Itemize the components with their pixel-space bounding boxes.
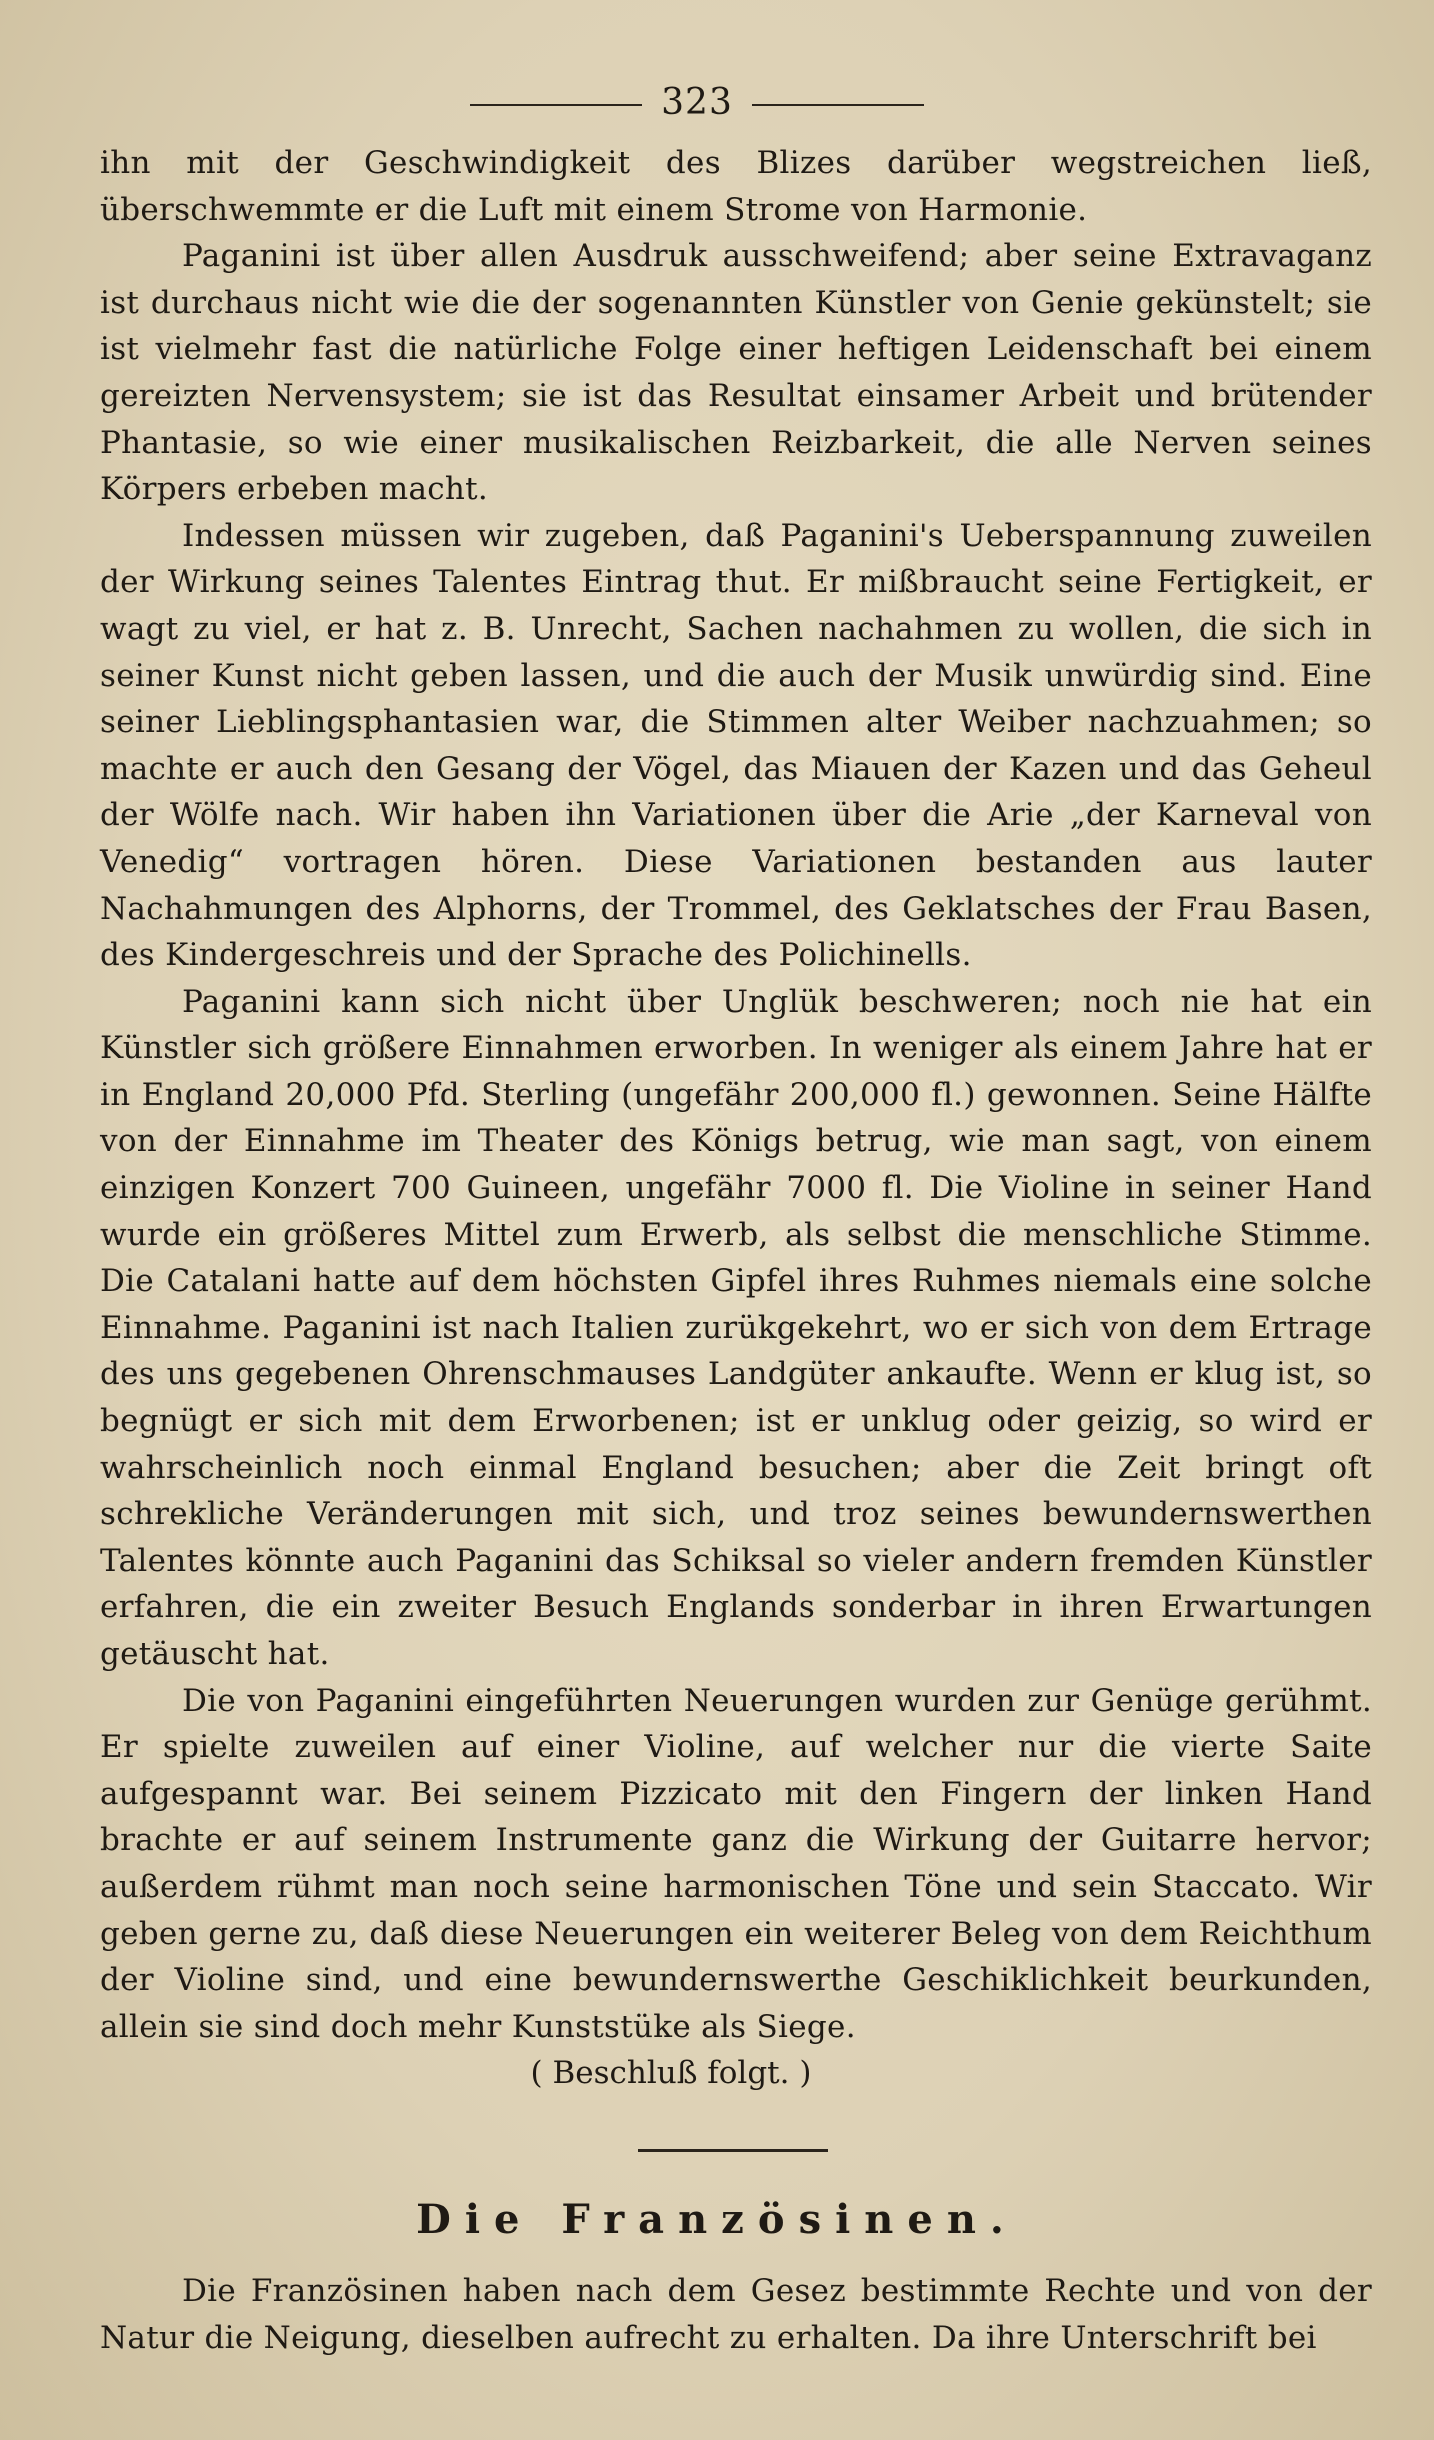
page-number: 323 [661, 82, 733, 123]
paragraph-extravaganz: Paganini ist über allen Ausdruk ausschweifend; aber seine Extravaganz ist durchaus nicht wie die der sogenannten Künstler von Genie gekünstelt; sie ist vielmehr fast die natürliche Folge einer heftigen Leidenschaft bei einem gereizten Nervensystem; sie ist das Resultat einsamer Arbeit und brütender Phantasie, so wie einer musikalischen Reizbarkeit, die alle Nerven seines Körpers erbeben macht. [100, 238, 1372, 508]
header-rule-left [470, 104, 642, 106]
to-be-continued: ( Beschluß folgt. ) [530, 2055, 812, 2092]
page-header [0, 78, 1434, 128]
section-heading: Die Französinen. [416, 2196, 1018, 2243]
paragraph-einnahmen: Paganini kann sich nicht über Unglük beschweren; noch nie hat ein Künstler sich größere Einnahmen erworben. In weniger als einem Jahre hat er in England 20,000 Pfd. Sterling (ungefähr 200,000 fl.) gewonnen. Seine Hälfte von der Einnahme im Theater des Königs betrug, wie man sagt, von einem einzigen Konzert 700 Guineen, ungefähr 7000 fl. Die Violine in seiner Hand wurde ein größeres Mittel zum Erwerb, als selbst die menschliche Stimme. Die Catalani hatte auf dem höchsten Gipfel ihres Ruhmes niemals eine solche Einnahme. Paganini ist nach Italien zurükgekehrt, wo er sich von dem Ertrage des uns gegebenen Ohrenschmauses Landgüter ankaufte. Wenn er klug ist, so begnügt er sich mit dem Erworbenen; ist er unklug oder geizig, so wird er wahrscheinlich noch einmal England besuchen; aber die Zeit bringt oft schrekliche Veränderungen mit sich, und troz seines bewundernswerthen Talentes könnte auch Paganini das Schiksal so vieler andern fremden Künstler erfahren, die ein zweiter Besuch Englands sonderbar in ihren Erwartungen getäuscht hat. [100, 983, 1372, 1672]
paragraph-ueberspannung: Indessen müssen wir zugeben, daß Paganini's Ueberspannung zuweilen der Wirkung seines Talentes Eintrag thut. Er mißbraucht seine Fertigkeit, er wagt zu viel, er hat z. B. Unrecht, Sachen nachahmen zu wollen, die sich in seiner Kunst nicht geben lassen, und die auch der Musik unwürdig sind. Eine seiner Lieblingsphantasien war, die Stimmen alter Weiber nachzuahmen; so machte er auch den Gesang der Vögel, das Miauen der Kazen und das Geheul der Wölfe nach. Wir haben ihn Variationen über die Arie „der Karneval von Venedig“ vortragen hören. Diese Variationen bestanden aus lauter Nachahmungen des Alphorns, der Trommel, des Geklatsches der Frau Basen, des Kindergeschreis und der Sprache des Polichinells. [100, 517, 1372, 974]
section-body [100, 2268, 1372, 2361]
paragraph-neuerungen: Die von Paganini eingeführten Neuerungen wurden zur Genüge gerühmt. Er spielte zuweilen auf einer Violine, auf welcher nur die vierte Saite aufgespannt war. Bei seinem Pizzicato mit den Fingern der linken Hand brachte er auf seinem Instrumente ganz die Wirkung der Guitarre hervor; außerdem rühmt man noch seine harmonischen Töne und sein Staccato. Wir geben gerne zu, daß diese Neuerungen ein weiterer Beleg von dem Reichthum der Violine sind, und eine bewundernswerthe Geschiklichkeit beurkunden, allein sie sind doch mehr Kunststüke als Siege. [100, 1682, 1372, 2045]
section-divider [638, 2149, 828, 2152]
paragraph-continuation: ihn mit der Geschwindigkeit des Blizes darüber wegstreichen ließ, überschwemmte er die Luft mit einem Strome von Harmonie. [100, 145, 1372, 228]
paragraph-franzoesinen: Die Französinen haben nach dem Gesez bestimmte Rechte und von der Natur die Neigung, dieselben aufrecht zu erhalten. Da ihre Unterschrift bei [100, 2273, 1372, 2356]
header-rule-right [752, 104, 924, 106]
article-body [100, 140, 1372, 2097]
